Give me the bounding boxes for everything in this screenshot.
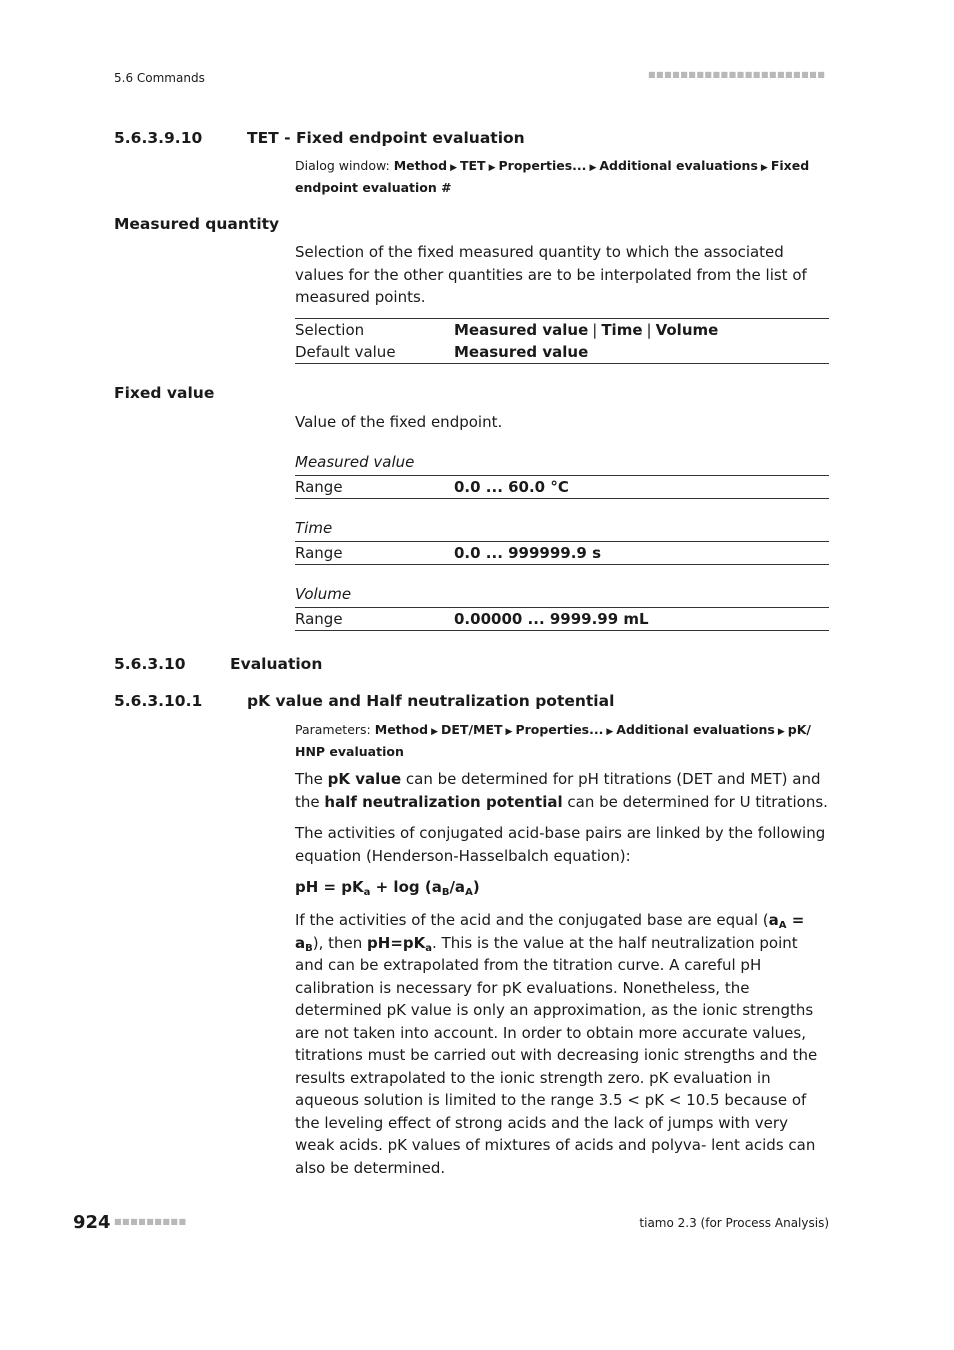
path-item: Additional evaluations — [616, 722, 775, 737]
option-separator: | — [592, 321, 598, 339]
text-run: . This is the value at the half neutralization point and can be extrapolated from the titration curve. A careful pH calibration is necessary for pK evaluations. Nonetheless, the determined pK value is only an approximation, as the ionic strengths are not taken into account. In order to obtain more accurate values, titrations must be carried out with decreasing ionic strengths and the results extrapolated to the ionic strength zero. pK evaluation in aqueous solution is limited to the range 3.5 < pK < 10.5 because of the leveling effect of strong acids and the lack of jumps with very weak acids. pK values of mixtures of acids and polyva- lent acids can also be determined. — [295, 933, 818, 1177]
dialog-path — [295, 156, 829, 197]
running-header-section: 5.6 Commands — [114, 71, 205, 85]
path-item: Method — [393, 158, 448, 173]
formula-subscript: A — [465, 887, 473, 898]
path-item: DET/MET — [441, 722, 503, 737]
table-key: Range — [295, 544, 343, 562]
table-row — [295, 542, 829, 564]
text-run: can be determined for U titrations. — [562, 792, 828, 811]
section-title: TET - Fixed endpoint evaluation — [247, 129, 525, 147]
option-volume: Volume — [655, 321, 719, 339]
header-decoration-dots: ■■■■■■■■■■■■■■■■■■■■■■ — [648, 70, 826, 79]
term-pk-value: pK value — [327, 770, 402, 788]
group-heading: Volume — [295, 585, 352, 603]
path-item: pK/ HNP evaluation — [295, 722, 811, 759]
text-run: The — [295, 770, 328, 788]
path-item: Additional evaluations — [599, 158, 758, 173]
paragraph-explanation — [295, 909, 829, 1179]
table-row — [295, 341, 829, 363]
term-half-neutralization-potential: half neutralization potential — [324, 792, 563, 811]
table-key: Range — [295, 610, 343, 628]
formula-part: ) — [472, 878, 480, 896]
measured-quantity-description: Selection of the fixed measured quantity to which the associated values for the other quantities are to be interpolated from the list of measured points. — [295, 243, 807, 306]
table-value: 0.00000 ... 9999.99 mL — [454, 610, 649, 628]
subscript: A — [778, 920, 787, 931]
path-item: Properties... — [515, 722, 604, 737]
table-row — [295, 319, 829, 341]
measured-quantity-table — [295, 318, 829, 364]
path-item: Properties... — [498, 158, 587, 173]
option-time: Time — [601, 321, 643, 339]
paragraph-equation-intro: The activities of conjugated acid-base pairs are linked by the following equation (Henderson-Hasselbalch equation): — [295, 824, 826, 865]
formula-part: pH = pK — [295, 878, 364, 896]
text-run: If the activities of the acid and the conjugated base are equal ( — [295, 911, 769, 929]
path-item: Fixed endpoint evaluation # — [295, 158, 810, 195]
paragraph-intro — [295, 768, 829, 813]
table-key: Range — [295, 478, 343, 496]
section-title: Evaluation — [230, 655, 323, 673]
footer-decoration-dots: ■■■■■■■■■ — [114, 1217, 187, 1226]
table-value: 0.0 ... 999999.9 s — [454, 544, 602, 562]
text-run: can be determined for pH titrations (DET and MET) and the — [295, 770, 821, 811]
table-row — [295, 608, 829, 630]
option-separator: | — [646, 321, 652, 339]
henderson-hasselbalch-formula — [295, 878, 480, 896]
text-run: a — [768, 911, 779, 929]
section-number: 5.6.3.10.1 — [114, 692, 203, 710]
page-number: 924 — [73, 1212, 111, 1233]
formula-subscript: a — [363, 887, 371, 898]
subscript: a — [425, 942, 433, 954]
table-value: Measured value — [454, 343, 589, 361]
formula-part: /a — [449, 878, 466, 896]
path-prefix: Dialog window: — [295, 158, 390, 173]
inline-term — [367, 934, 432, 952]
section-number: 5.6.3.10 — [114, 655, 186, 673]
text-run: = a — [295, 911, 805, 952]
parameters-path — [295, 720, 829, 761]
path-arrow-icon: ▶ — [450, 163, 457, 173]
range-table — [295, 475, 829, 499]
path-prefix: Parameters: — [295, 722, 371, 737]
table-value: 0.0 ... 60.0 °C — [454, 478, 569, 496]
path-arrow-icon: ▶ — [760, 163, 768, 173]
path-arrow-icon: ▶ — [777, 727, 785, 737]
range-table — [295, 607, 829, 631]
parameter-label-fixed-value: Fixed value — [114, 384, 215, 402]
path-arrow-icon: ▶ — [488, 163, 496, 173]
section-title: pK value and Half neutralization potential — [247, 692, 615, 710]
table-value — [454, 321, 718, 339]
path-item: TET — [459, 158, 486, 173]
path-arrow-icon: ▶ — [431, 727, 438, 737]
formula-part: + log (a — [370, 878, 442, 896]
fixed-value-description: Value of the fixed endpoint. — [295, 413, 503, 431]
option-measured-value: Measured value — [454, 321, 589, 339]
group-heading: Measured value — [295, 453, 415, 471]
table-key: Default value — [295, 343, 396, 361]
text-run: ), then — [312, 933, 368, 952]
range-table — [295, 541, 829, 565]
path-arrow-icon: ▶ — [589, 163, 597, 173]
path-arrow-icon: ▶ — [606, 727, 614, 737]
group-heading: Time — [295, 519, 333, 537]
section-number: 5.6.3.9.10 — [114, 129, 203, 147]
parameter-label-measured-quantity: Measured quantity — [114, 215, 280, 233]
subscript: B — [305, 942, 313, 954]
text-run: pH=pK — [367, 933, 426, 952]
path-item: Method — [374, 722, 429, 737]
table-row — [295, 476, 829, 498]
formula-subscript: B — [441, 887, 450, 898]
footer-product-name: tiamo 2.3 (for Process Analysis) — [639, 1216, 829, 1230]
table-key: Selection — [295, 321, 365, 339]
path-arrow-icon: ▶ — [505, 727, 513, 737]
